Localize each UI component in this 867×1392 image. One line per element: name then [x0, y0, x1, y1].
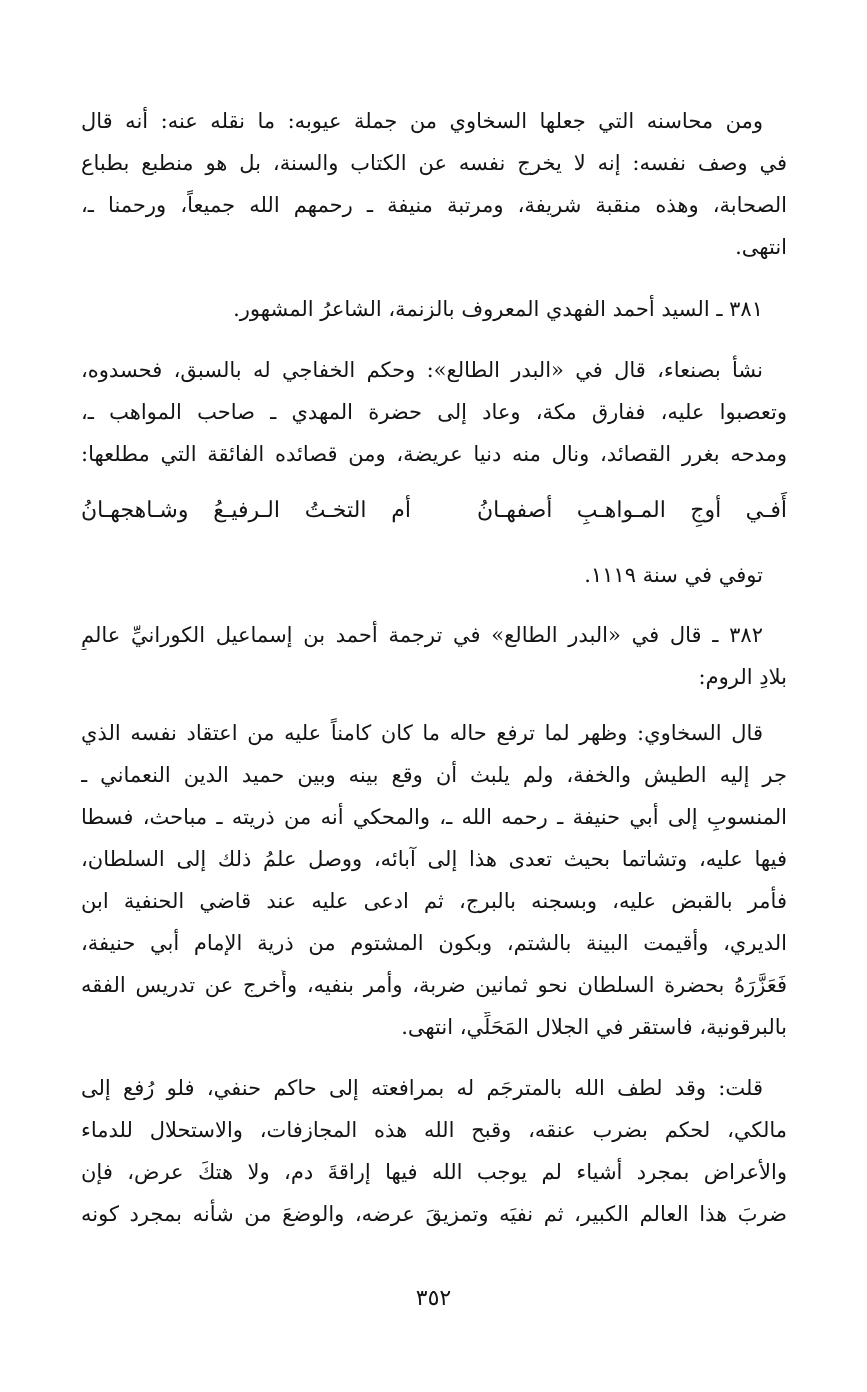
entry-heading-continued: بلادِ الروم:: [698, 665, 787, 689]
entry-heading: ٣٨٢ ـ قال في «البدر الطالع» في ترجمة أحمد بن إسماعيل الكورانيِّ عالمِ: [81, 623, 763, 647]
verse-first-hemistich: أَفـي أوجِ المـواهـبِ أصفهـانُ: [477, 498, 787, 523]
text-line: ضربَ هذا العالم الكبير، ثم نفيَه وتمزيقَ عرضه، والوضعَ من شأنه بمجرد كونه: [81, 1202, 787, 1226]
text-line: فأمر بالقبض عليه، وبسجنه بالبرج، ثم ادعى عليه عند قاضي الحنفية ابن: [81, 889, 787, 913]
text-line: وتعصبوا عليه، ففارق مكة، وعاد إلى حضرة المهدي ـ صاحب المواهب ـ،: [81, 400, 787, 424]
text-line: مالكي، لحكم بضرب عنقه، وقبح الله هذه المجازفات، والاستحلال للدماء: [81, 1118, 787, 1142]
text-line: نشأ بصنعاء، قال في «البدر الطالع»: وحكم الخفاجي له بالسبق، فحسدوه،: [81, 358, 763, 382]
death-note: توفي في سنة ١١١٩.: [584, 563, 763, 587]
text-line: بالبرقونية، فاستقر في الجلال المَحَلِّي، انتهى.: [401, 1015, 787, 1039]
text-line: والأعراض بمجرد أشياء لم يوجب الله فيها إراقةَ دم، ولا هتكَ عرض، فإن: [81, 1160, 787, 1184]
text-line: ومدحه بغرر القصائد، ونال منه دنيا عريضة، ومن قصائده الفائقة التي مطلعها:: [81, 442, 787, 466]
entry-heading: ٣٨١ ـ السيد أحمد الفهدي المعروف بالزنمة، الشاعرُ المشهور.: [233, 297, 763, 321]
verse-second-hemistich: أم التخـتُ الـرفيـعُ وشـاهجهـانُ: [81, 498, 411, 523]
text-line: ومن محاسنه التي جعلها السخاوي من جملة عيوبه: ما نقله عنه: أنه قال: [81, 109, 763, 133]
text-line: فَعَزَّرَهُ بحضرة السلطان نحو ثمانين ضربة، وأمر بنفيه، وأُخرج عن تدريس الفقه: [81, 973, 787, 997]
text-line: قال السخاوي: وظهر لما ترفع حاله ما كان كامناً عليه من اعتقاد نفسه الذي: [81, 721, 763, 745]
text-line: جر إليه الطيش والخفة، ولم يلبث أن وقع بينه وبين حميد الدين النعماني ـ: [81, 763, 787, 787]
text-line: فيها عليه، وتشاتما بحيث تعدى هذا إلى آبائه، ووصل علمُ ذلك إلى السلطان،: [81, 847, 787, 871]
text-line: في وصف نفسه: إنه لا يخرج نفسه عن الكتاب والسنة، بل هو منطبع بطباع: [81, 151, 787, 175]
text-line: قلت: وقد لطف الله بالمترجَم له بمرافعته إلى حاكم حنفي، فلو رُفع إلى: [81, 1076, 763, 1100]
text-line: انتهى.: [735, 235, 787, 259]
text-line: المنسوبِ إلى أبي حنيفة ـ رحمه الله ـ، والمحكي أنه من ذريته ـ مباحث، فسطا: [81, 805, 787, 829]
page-number: ٣٥٢: [415, 1286, 452, 1311]
text-line: الديري، وأقيمت البينة بالشتم، وبكون المشتوم من ذرية الإمام أبي حنيفة،: [81, 931, 787, 955]
text-line: الصحابة، وهذه منقبة شريفة، ومرتبة منيفة ـ رحمهم الله جميعاً، ورحمنا ـ،: [81, 193, 787, 217]
